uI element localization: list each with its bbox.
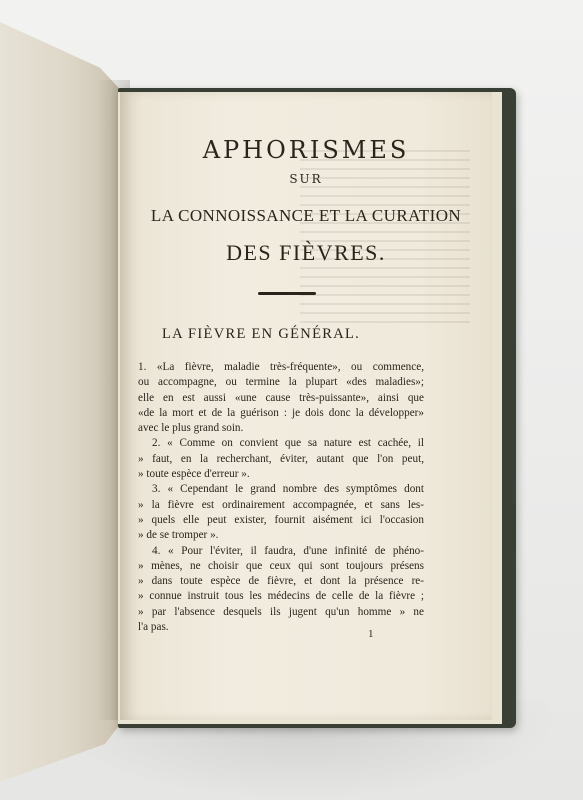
text-line: elle en est aussi «une cause très-puissante», ainsi que [138,391,424,404]
text-line: » la fièvre est ordinairement accompagnée, et sans les- [138,498,424,511]
title-line-1: APHORISMES [202,136,410,164]
text-line: » faut, en la recherchant, éviter, autant que l'on peut, [138,452,424,465]
text-line: 3. « Cependant le grand nombre des symptômes dont [152,483,424,496]
text-line: 4. « Pour l'éviter, il faudra, d'une infinité de phéno- [152,544,424,557]
text-line: » de se tromper ». [138,529,219,542]
text-line: 2. « Comme on convient que sa nature est cachée, il [152,437,424,450]
text-line: » connue instruit tous les médecins de celle de la fièvre ; [138,590,424,603]
text-line: l'a pas. [138,621,169,634]
text-line: » par l'absence desquels ils jugent qu'un homme » ne [138,605,424,618]
text-line: «de la mort et de la guérison : je dois donc la développer» [138,406,424,419]
text-line: » mènes, ne choisir que ceux qui sont toujours présens [138,559,424,572]
page-number: 1 [368,628,374,640]
text-line: 1. «La fièvre, maladie très-fréquente», ou commence, [138,361,424,373]
body-text [138,360,424,635]
text-line: ou accompagne, ou termine la plupart «des maladies»; [138,376,424,389]
text-line: avec le plus grand soin. [138,422,244,435]
text-line: » dans toute espèce de fièvre, et dont la présence re- [138,575,424,588]
section-heading: LA FIÈVRE EN GÉNÉRAL. [162,326,361,342]
title-line-3: LA CONNOISSANCE ET LA CURATION [150,206,462,225]
title-rule [258,292,316,295]
title-line-4: DES FIÈVRES. [226,240,386,265]
title-line-2: SUR [289,172,323,186]
text-line: » quels elle peut exister, fournit aisément ici l'occasion [138,513,424,526]
text-line: » toute espèce d'erreur ». [138,468,250,481]
